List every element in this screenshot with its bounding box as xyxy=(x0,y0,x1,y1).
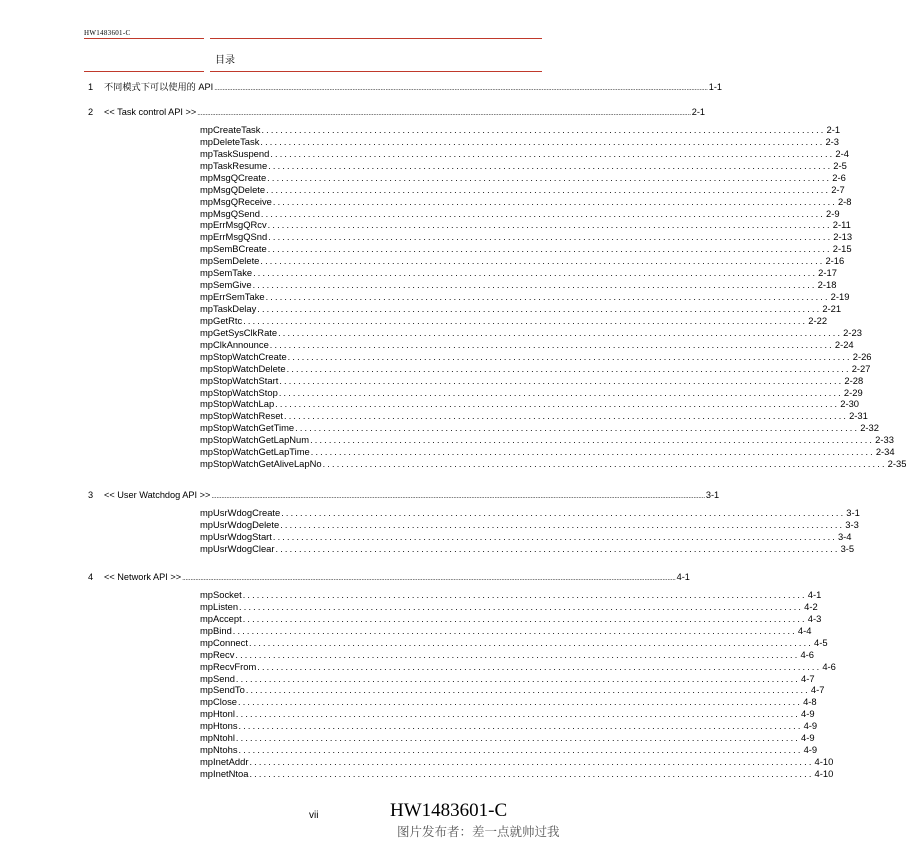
entry-name: mpGetRtc xyxy=(200,314,243,326)
dot-leader: ........................................................................................................................ xyxy=(253,268,818,279)
toc-entry-row[interactable] xyxy=(200,768,834,780)
toc-entry-row[interactable] xyxy=(200,708,815,720)
dot-leader: ............................................................................................................................................................................................................................................................................................................ xyxy=(211,493,705,500)
toc-entry-row[interactable] xyxy=(200,530,852,543)
entry-name: mpTaskSuspend xyxy=(200,147,270,159)
entry-page: 4-1 xyxy=(807,589,822,600)
toc-entry-row[interactable] xyxy=(200,696,817,708)
entry-name: mpSemDelete xyxy=(200,255,260,267)
entry-page: 2-35 xyxy=(887,458,906,469)
entry-name: mpStopWatchReset xyxy=(200,410,284,422)
entry-name: mpSocket xyxy=(200,589,242,600)
dot-leader: ........................................................................................................................ xyxy=(287,351,852,362)
entry-page: 3-1 xyxy=(846,507,860,518)
toc-entry-row[interactable] xyxy=(200,159,847,172)
toc-entry-row[interactable] xyxy=(200,624,812,637)
dot-leader: ........................................................................................................................ xyxy=(272,531,837,542)
dot-leader: ........................................................................................................................ xyxy=(239,601,804,612)
entry-page: 2-32 xyxy=(860,422,879,434)
toc-entry-row[interactable] xyxy=(200,147,849,160)
entry-name: mpClose xyxy=(200,696,237,708)
toc-entry-row[interactable] xyxy=(200,231,853,243)
chapter-page: 2-1 xyxy=(691,107,706,117)
entry-page: 2-23 xyxy=(843,326,862,338)
toc-entry-row[interactable] xyxy=(200,600,818,613)
dot-leader: ........................................................................................................................ xyxy=(260,208,825,219)
toc-entry-row[interactable] xyxy=(200,636,828,649)
toc-entry-row[interactable] xyxy=(200,255,845,267)
dot-leader: ........................................................................................................................ xyxy=(238,745,803,756)
entry-page: 2-19 xyxy=(830,291,850,302)
chapter-number: 3 xyxy=(88,490,94,500)
chapter-page: 3-1 xyxy=(705,490,720,500)
toc-chapter-row[interactable] xyxy=(88,81,722,93)
entry-name: mpTaskDelay xyxy=(200,302,257,314)
entry-page: 2-21 xyxy=(822,302,842,314)
toc-entry-row[interactable] xyxy=(200,243,852,255)
dot-leader: ........................................................................................................................ xyxy=(248,637,814,648)
toc-entry-row[interactable] xyxy=(200,195,852,208)
entry-page: 2-6 xyxy=(832,171,846,183)
dot-leader: ........................................................................................................................ xyxy=(238,721,803,732)
entry-page: 2-13 xyxy=(833,231,853,243)
dot-leader: ........................................................................................................................ xyxy=(265,292,830,302)
dot-leader: ........................................................................................................................ xyxy=(268,232,833,243)
entry-name: mpInetNtoa xyxy=(200,768,249,779)
dot-leader: ........................................................................................................................ xyxy=(261,125,826,135)
dot-leader: ........................................................................................................................ xyxy=(275,543,840,554)
toc-rule-right xyxy=(210,71,542,72)
dot-leader: ........................................................................................................................ xyxy=(284,411,849,422)
footer-page-number: vii xyxy=(309,810,319,821)
entry-page: 2-1 xyxy=(826,124,841,135)
toc-entry-row[interactable] xyxy=(200,219,851,231)
toc-entry-row[interactable] xyxy=(200,612,822,625)
entry-name: mpMsgQDelete xyxy=(200,183,266,195)
toc-entry-row[interactable] xyxy=(200,326,862,339)
entry-name: mpStopWatchGetLapNum xyxy=(200,434,310,446)
toc-entry-row[interactable] xyxy=(200,135,840,148)
entry-page: 4-7 xyxy=(800,672,815,684)
toc-entry-row[interactable] xyxy=(200,171,846,184)
entry-page: 4-5 xyxy=(814,636,828,648)
entry-page: 2-30 xyxy=(840,398,859,410)
entry-page: 2-4 xyxy=(835,147,849,159)
entry-name: mpMsgQCreate xyxy=(200,171,267,183)
chapter-number: 2 xyxy=(88,107,94,117)
toc-entry-row[interactable] xyxy=(200,518,859,531)
entry-page: 4-9 xyxy=(803,744,818,756)
dot-leader: ........................................................................................................................ xyxy=(242,613,807,624)
dot-leader: ........................................................................................................................ xyxy=(279,375,844,386)
toc-entry-row[interactable] xyxy=(200,458,906,470)
entry-page: 2-29 xyxy=(843,386,863,398)
toc-entry-row[interactable] xyxy=(200,338,854,351)
dot-leader: ........................................................................................................................ xyxy=(235,733,800,744)
entry-page: 3-3 xyxy=(845,518,859,530)
toc-entry-row[interactable] xyxy=(200,124,841,136)
watermark: 图片发布者：差一点就帅过我 xyxy=(397,824,560,839)
entry-page: 2-7 xyxy=(831,183,845,195)
entry-name: mpNtohs xyxy=(200,744,238,756)
entry-page: 4-6 xyxy=(800,648,815,660)
entry-name: mpStopWatchDelete xyxy=(200,362,286,374)
dot-leader: ........................................................................................................................ xyxy=(235,673,800,684)
dot-leader: ........................................................................................................................ xyxy=(257,303,822,314)
dot-leader: ........................................................................................................................ xyxy=(235,709,800,720)
entry-name: mpErrMsgQSnd xyxy=(200,231,268,243)
dot-leader: ............................................................................................................................................................................................................................................................................................................ xyxy=(197,110,691,117)
entry-name: mpUsrWdogClear xyxy=(200,542,275,554)
toc-entry-row[interactable] xyxy=(200,314,828,327)
dot-leader: ........................................................................................................................ xyxy=(260,256,825,267)
entry-name: mpNtohl xyxy=(200,732,235,744)
toc-chapter-row[interactable] xyxy=(88,571,690,583)
chapter-page: 4-1 xyxy=(676,572,690,582)
entry-name: mpSemGive xyxy=(200,279,252,291)
toc-entry-row[interactable] xyxy=(200,350,872,363)
toc-entry-row[interactable] xyxy=(200,732,815,744)
entry-page: 2-27 xyxy=(851,362,871,374)
entry-page: 2-28 xyxy=(844,374,864,386)
entry-name: mpMsgQSend xyxy=(200,207,260,219)
toc-chapter-row[interactable] xyxy=(88,489,720,501)
entry-name: mpHtonl xyxy=(200,708,235,720)
entry-page: 2-16 xyxy=(825,255,845,267)
toc-entry-row[interactable] xyxy=(200,660,836,673)
entry-page: 4-10 xyxy=(814,768,834,779)
entry-name: mpErrMsgQRcv xyxy=(200,219,267,231)
dot-leader: ........................................................................................................................ xyxy=(278,327,843,338)
chapter-label xyxy=(88,489,210,501)
dot-leader: ............................................................................................................................................................................................................................................................................................................ xyxy=(182,575,676,582)
dot-leader: ........................................................................................................................ xyxy=(310,435,875,446)
entry-name: mpDeleteTask xyxy=(200,135,260,147)
entry-page: 2-18 xyxy=(817,279,837,291)
entry-name: mpUsrWdogStart xyxy=(200,530,272,542)
header-doc-code: HW1483601-C xyxy=(84,29,131,37)
entry-name: mpHtons xyxy=(200,720,238,732)
dot-leader: ........................................................................................................................ xyxy=(245,685,810,696)
entry-page: 4-4 xyxy=(797,624,812,636)
dot-leader: ........................................................................................................................ xyxy=(281,508,846,518)
dot-leader: ........................................................................................................................ xyxy=(272,196,837,207)
entry-name: mpRecvFrom xyxy=(200,660,257,672)
toc-entry-row[interactable] xyxy=(200,542,855,555)
toc-entry-row[interactable] xyxy=(200,434,894,446)
chapter-title: << User Watchdog API >> xyxy=(104,490,211,500)
entry-page: 2-26 xyxy=(852,350,872,362)
dot-leader: ........................................................................................................................ xyxy=(269,339,834,350)
entry-page: 2-34 xyxy=(875,446,895,458)
entry-page: 2-9 xyxy=(825,207,840,219)
entry-name: mpConnect xyxy=(200,636,248,648)
footer-doc-code: HW1483601-C xyxy=(390,800,508,821)
entry-name: mpStopWatchLap xyxy=(200,398,275,410)
entry-name: mpListen xyxy=(200,600,239,612)
entry-name: mpMsgQReceive xyxy=(200,195,272,207)
entry-name: mpErrSemTake xyxy=(200,291,265,302)
entry-name: mpAccept xyxy=(200,612,242,624)
entry-page: 4-9 xyxy=(800,732,815,744)
dot-leader: ............................................................................................................................................................................................................................................................................................................ xyxy=(214,85,708,92)
entry-page: 2-33 xyxy=(875,434,894,446)
dot-leader: ........................................................................................................................ xyxy=(242,590,807,600)
chapter-label xyxy=(88,106,196,118)
entry-name: mpTaskResume xyxy=(200,159,268,171)
toc-entry-row[interactable] xyxy=(200,362,871,375)
entry-page: 4-9 xyxy=(800,708,815,720)
dot-leader: ........................................................................................................................ xyxy=(278,387,843,398)
entry-page: 2-17 xyxy=(818,267,837,279)
toc-entry-row[interactable] xyxy=(200,446,895,458)
dot-leader: ........................................................................................................................ xyxy=(243,315,808,326)
entry-name: mpBind xyxy=(200,624,232,636)
chapter-title: << Task control API >> xyxy=(104,107,197,117)
dot-leader: ........................................................................................................................ xyxy=(232,625,797,636)
entry-name: mpSend xyxy=(200,672,235,684)
dot-leader: ........................................................................................................................ xyxy=(286,363,851,374)
dot-leader: ........................................................................................................................ xyxy=(235,649,800,660)
entry-name: mpGetSysClkRate xyxy=(200,326,278,338)
chapter-label xyxy=(88,571,181,583)
entry-page: 3-4 xyxy=(837,530,852,542)
entry-page: 4-2 xyxy=(804,600,818,612)
toc-entry-row[interactable] xyxy=(200,207,840,220)
dot-leader: ........................................................................................................................ xyxy=(275,399,840,410)
entry-name: mpInetAddr xyxy=(200,756,249,767)
entry-name: mpCreateTask xyxy=(200,124,261,135)
toc-entry-row[interactable] xyxy=(200,672,815,685)
toc-chapter-row[interactable] xyxy=(88,106,706,118)
dot-leader: ........................................................................................................................ xyxy=(260,136,825,147)
entry-name: mpSemBCreate xyxy=(200,243,267,255)
toc-entry-row[interactable] xyxy=(200,684,825,696)
dot-leader: ........................................................................................................................ xyxy=(249,769,814,779)
toc-entry-row[interactable] xyxy=(200,291,850,303)
entry-page: 3-5 xyxy=(840,542,855,554)
dot-leader: ........................................................................................................................ xyxy=(270,148,835,159)
entry-name: mpSendTo xyxy=(200,684,245,696)
entry-page: 4-10 xyxy=(814,756,834,767)
dot-leader: ........................................................................................................................ xyxy=(266,184,831,195)
toc-entry-row[interactable] xyxy=(200,279,837,291)
dot-leader: ........................................................................................................................ xyxy=(322,459,887,469)
entry-name: mpStopWatchStart xyxy=(200,374,279,386)
entry-page: 2-15 xyxy=(832,243,852,255)
entry-name: mpRecv xyxy=(200,648,235,660)
dot-leader: ........................................................................................................................ xyxy=(267,244,832,255)
dot-leader: ........................................................................................................................ xyxy=(267,220,832,231)
chapter-number: 4 xyxy=(88,572,94,582)
toc-title: 目录 xyxy=(215,55,235,66)
header-rule-right xyxy=(210,38,542,39)
toc-entry-row[interactable] xyxy=(200,507,860,519)
dot-leader: ........................................................................................................................ xyxy=(267,172,832,183)
toc-entry-row[interactable] xyxy=(200,744,818,756)
entry-name: mpStopWatchGetAliveLapNo xyxy=(200,458,322,469)
toc-entry-row[interactable] xyxy=(200,648,815,661)
dot-leader: ........................................................................................................................ xyxy=(238,697,803,708)
entry-name: mpUsrWdogDelete xyxy=(200,518,280,530)
entry-page: 2-8 xyxy=(837,195,852,207)
entry-name: mpClkAnnounce xyxy=(200,338,269,350)
dot-leader: ........................................................................................................................ xyxy=(268,160,833,171)
dot-leader: ........................................................................................................................ xyxy=(310,447,875,458)
entry-name: mpStopWatchGetLapTime xyxy=(200,446,310,458)
chapter-page: 1-1 xyxy=(708,82,722,92)
toc-entry-row[interactable] xyxy=(200,589,822,601)
chapter-title: << Network API >> xyxy=(104,572,182,582)
entry-page: 2-31 xyxy=(849,410,868,422)
dot-leader: ........................................................................................................................ xyxy=(295,423,860,434)
entry-page: 2-24 xyxy=(834,338,854,350)
entry-page: 2-5 xyxy=(833,159,847,171)
entry-name: mpUsrWdogCreate xyxy=(200,507,281,518)
toc-entry-row[interactable] xyxy=(200,374,864,387)
chapter-title: 不同模式下可以使用的 API xyxy=(104,82,214,92)
toc-entry-row[interactable] xyxy=(200,386,863,399)
entry-name: mpStopWatchGetTime xyxy=(200,422,295,434)
toc-rule-left xyxy=(84,71,204,72)
chapter-label xyxy=(88,81,213,93)
entry-page: 4-3 xyxy=(807,612,822,624)
entry-name: mpSemTake xyxy=(200,267,253,279)
entry-page: 2-11 xyxy=(832,219,851,231)
header-rule-left xyxy=(84,38,204,39)
dot-leader: ........................................................................................................................ xyxy=(280,519,845,530)
toc-entry-row[interactable] xyxy=(200,267,837,279)
entry-page: 4-8 xyxy=(803,696,817,708)
toc-entry-row[interactable] xyxy=(200,720,818,732)
toc-entry-row[interactable] xyxy=(200,756,834,768)
entry-page: 4-6 xyxy=(822,660,836,672)
entry-name: mpStopWatchCreate xyxy=(200,350,287,362)
chapter-number: 1 xyxy=(88,82,94,92)
entry-page: 2-3 xyxy=(825,135,840,147)
dot-leader: ........................................................................................................................ xyxy=(249,757,814,767)
toc-entry-row[interactable] xyxy=(200,422,879,434)
entry-page: 4-7 xyxy=(810,684,825,696)
toc-entry-row[interactable] xyxy=(200,410,868,422)
toc-entry-row[interactable] xyxy=(200,302,842,315)
entry-page: 4-9 xyxy=(803,720,818,732)
entry-name: mpStopWatchStop xyxy=(200,386,278,398)
entry-page: 2-22 xyxy=(808,314,828,326)
toc-entry-row[interactable] xyxy=(200,183,845,196)
dot-leader: ........................................................................................................................ xyxy=(257,661,822,672)
toc-entry-row[interactable] xyxy=(200,398,859,410)
dot-leader: ........................................................................................................................ xyxy=(252,280,817,291)
